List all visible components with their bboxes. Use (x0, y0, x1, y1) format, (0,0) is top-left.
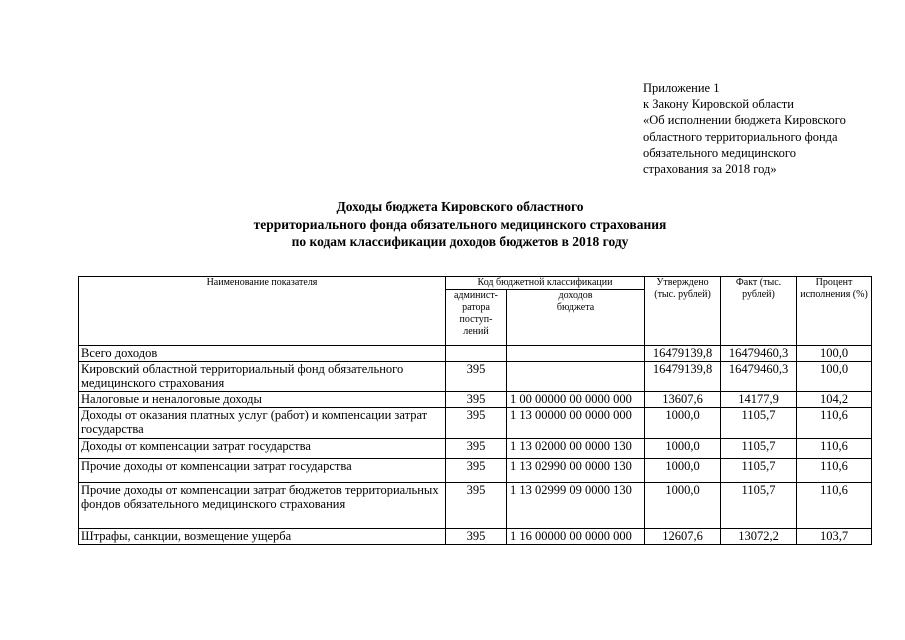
cell-percent: 110,6 (797, 482, 872, 528)
cell-code: 1 00 00000 00 0000 000 (507, 391, 645, 407)
cell-admin: 395 (446, 391, 507, 407)
cell-approved: 1000,0 (645, 438, 721, 458)
cell-code (507, 346, 645, 362)
cell-name: Штрафы, санкции, возмещение ущерба (79, 528, 446, 544)
cell-code: 1 13 02990 00 0000 130 (507, 458, 645, 482)
cell-fact: 1105,7 (721, 407, 797, 438)
cell-approved: 1000,0 (645, 458, 721, 482)
cell-fact: 14177,9 (721, 391, 797, 407)
cell-percent: 100,0 (797, 346, 872, 362)
header-percent: Процент исполнения (%) (797, 277, 872, 346)
cell-name: Всего доходов (79, 346, 446, 362)
appendix-line: «Об исполнении бюджета Кировского (643, 113, 846, 128)
table-row (79, 458, 872, 482)
cell-approved: 1000,0 (645, 482, 721, 528)
cell-admin: 395 (446, 407, 507, 438)
cell-approved: 1000,0 (645, 407, 721, 438)
cell-approved: 16479139,8 (645, 346, 721, 362)
cell-percent: 100,0 (797, 361, 872, 391)
cell-name: Доходы от оказания платных услуг (работ) и компенсации затрат государства (79, 407, 446, 438)
cell-fact: 1105,7 (721, 438, 797, 458)
cell-fact: 16479460,3 (721, 346, 797, 362)
cell-admin: 395 (446, 438, 507, 458)
cell-name: Доходы от компенсации затрат государства (79, 438, 446, 458)
cell-code: 1 16 00000 00 0000 000 (507, 528, 645, 544)
table-row (79, 438, 872, 458)
appendix-line: страхования за 2018 год» (643, 162, 777, 177)
cell-name: Прочие доходы от компенсации затрат бюджетов территориальных фондов обязательного медицинского страхования (79, 482, 446, 528)
cell-approved: 13607,6 (645, 391, 721, 407)
cell-percent: 110,6 (797, 438, 872, 458)
cell-percent: 103,7 (797, 528, 872, 544)
cell-admin: 395 (446, 528, 507, 544)
cell-fact: 1105,7 (721, 482, 797, 528)
appendix-line: к Закону Кировской области (643, 97, 794, 112)
appendix-line: обязательного медицинского (643, 145, 797, 160)
appendix-block (643, 80, 893, 177)
header-name: Наименование показателя (79, 277, 446, 346)
title-line: Доходы бюджета Кировского областного (336, 199, 584, 214)
table-row (79, 346, 872, 362)
cell-code: 1 13 02000 00 0000 130 (507, 438, 645, 458)
table-row (79, 361, 872, 391)
cell-admin: 395 (446, 482, 507, 528)
title-line: по кодам классификации доходов бюджетов в 2018 году (291, 234, 629, 249)
header-admin: админист-ратора поступ-лений (446, 290, 507, 346)
table-row (79, 407, 872, 438)
cell-percent: 110,6 (797, 458, 872, 482)
cell-admin: 395 (446, 361, 507, 391)
cell-approved: 12607,6 (645, 528, 721, 544)
cell-name: Прочие доходы от компенсации затрат государства (79, 458, 446, 482)
table-row (79, 528, 872, 544)
cell-approved: 16479139,8 (645, 361, 721, 391)
budget-income-table (78, 276, 872, 545)
title-line: территориального фонда обязательного медицинского страхования (253, 216, 667, 232)
cell-percent: 104,2 (797, 391, 872, 407)
cell-fact: 13072,2 (721, 528, 797, 544)
header-income: доходов бюджета (507, 290, 645, 346)
cell-fact: 16479460,3 (721, 361, 797, 391)
cell-code: 1 13 00000 00 0000 000 (507, 407, 645, 438)
cell-admin (446, 346, 507, 362)
table-row (79, 391, 872, 407)
cell-code (507, 361, 645, 391)
appendix-line: областного территориального фонда (643, 129, 838, 144)
cell-admin: 395 (446, 458, 507, 482)
cell-name: Налоговые и неналоговые доходы (79, 391, 446, 407)
table-row (79, 482, 872, 528)
header-approved: Утверждено (тыс. рублей) (645, 277, 721, 346)
appendix-line: Приложение 1 (643, 81, 720, 95)
cell-name: Кировский областной территориальный фонд обязательного медицинского страхования (79, 361, 446, 391)
header-code-group: Код бюджетной классификации (446, 277, 645, 290)
cell-fact: 1105,7 (721, 458, 797, 482)
cell-percent: 110,6 (797, 407, 872, 438)
header-fact: Факт (тыс. рублей) (721, 277, 797, 346)
cell-code: 1 13 02999 09 0000 130 (507, 482, 645, 528)
document-title (150, 198, 770, 251)
